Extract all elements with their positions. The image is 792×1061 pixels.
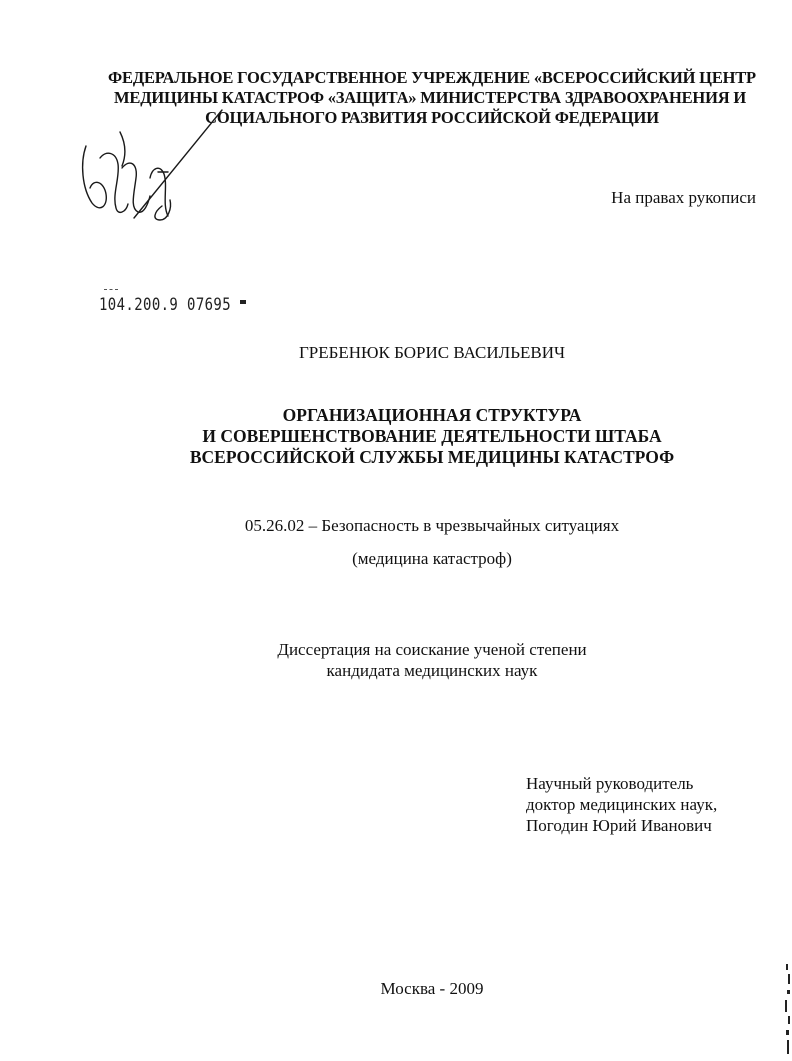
inventory-number: 104.200.9 07695: [99, 295, 232, 315]
supervisor-block: [526, 773, 717, 836]
scan-edge-artifact: [778, 960, 792, 1060]
inventory-stamp-mark: [104, 289, 118, 291]
specialty-subtitle: (медицина катастроф): [352, 549, 512, 568]
manuscript-note: На правах рукописи: [611, 188, 756, 207]
handwritten-signature: [72, 108, 232, 248]
degree-line-2: кандидата медицинских наук: [326, 661, 538, 680]
supervisor-degree: доктор медицинских наук,: [526, 795, 718, 814]
title-line-2: И СОВЕРШЕНСТВОВАНИЕ ДЕЯТЕЛЬНОСТИ ШТАБА: [202, 426, 662, 446]
supervisor-name: Погодин Юрий Иванович: [526, 816, 712, 835]
title-line-1: ОРГАНИЗАЦИОННАЯ СТРУКТУРА: [282, 405, 582, 425]
inventory-stamp-dot: [240, 300, 246, 304]
author-name: ГРЕБЕНЮК БОРИС ВАСИЛЬЕВИЧ: [298, 343, 566, 362]
institution-line-3: СОЦИАЛЬНОГО РАЗВИТИЯ РОССИЙСКОЙ ФЕДЕРАЦИИ: [205, 108, 659, 127]
dissertation-title: [0, 405, 792, 468]
supervisor-role: Научный руководитель: [526, 774, 694, 793]
degree-line-1: Диссертация на соискание ученой степени: [277, 640, 587, 659]
institution-line-1: ФЕДЕРАЛЬНОЕ ГОСУДАРСТВЕННОЕ УЧРЕЖДЕНИЕ «ВСЕРОССИЙСКИЙ ЦЕНТР: [108, 68, 756, 87]
title-line-3: ВСЕРОССИЙСКОЙ СЛУЖБЫ МЕДИЦИНЫ КАТАСТРОФ: [189, 447, 675, 467]
specialty-code: 05.26.02 – Безопасность в чрезвычайных ситуациях: [244, 516, 620, 535]
institution-line-2: МЕДИЦИНЫ КАТАСТРОФ «ЗАЩИТА» МИНИСТЕРСТВА ЗДРАВООХРАНЕНИЯ И: [114, 88, 746, 107]
city-year: Москва - 2009: [380, 979, 484, 998]
